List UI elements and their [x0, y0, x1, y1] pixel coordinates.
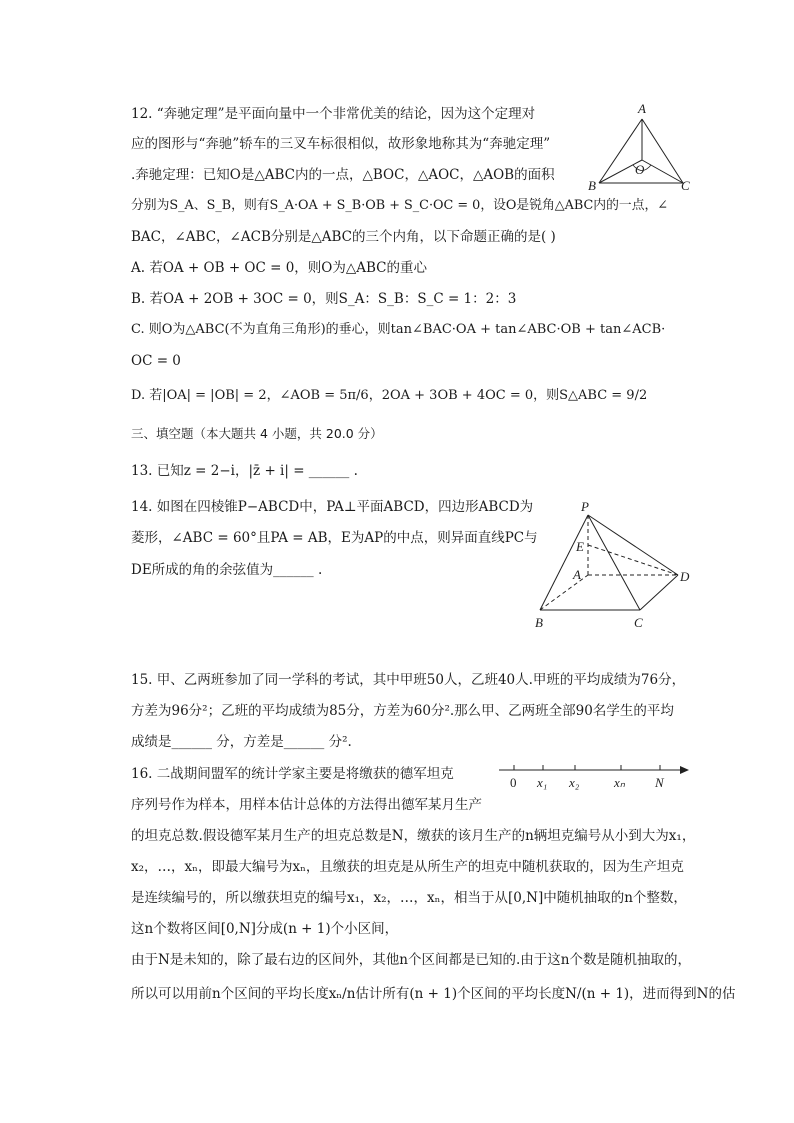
q15-line3: 成绩是______ 分，方差是______ 分².: [131, 734, 352, 750]
q12-line2: 应的图形与“奔驰”轿车的三叉车标很相似，故形象地称其为“奔驰定理”: [131, 136, 551, 152]
q16-label-x2: x₂: [569, 775, 580, 790]
q16-line6: 这n个数将区间[0,N]分成(n + 1)个小区间，: [131, 921, 399, 937]
section-3-heading: 三、填空题（本大题共 4 小题，共 20.0 分）: [131, 426, 383, 441]
q16-line5: 是连续编号的，所以缴获坦克的编号x₁，x₂，…，xₙ，相当于从[0,N]中随机抽取的n个整数，: [131, 890, 687, 906]
q12-line1: 12. “奔驰定理”是平面向量中一个非常优美的结论，因为这个定理对: [131, 106, 536, 122]
q12-label-o: O: [635, 162, 645, 177]
q14-pyramid-figure: [530, 495, 700, 635]
q14-label-p: P: [581, 499, 589, 514]
q14-label-d: D: [680, 569, 690, 584]
q12-label-a: A: [638, 101, 646, 116]
q16-line3: 的坦克总数.假设德军某月生产的坦克总数是N，缴获的该月生产的n辆坦克编号从小到大为x₁，: [131, 828, 696, 844]
q15-line2: 方差为96分²；乙班的平均成绩为85分，方差为60分².那么甲、乙两班全部90名学生的平均: [131, 703, 674, 719]
q16-label-zero: 0: [510, 775, 517, 790]
q15-line1: 15. 甲、乙两班参加了同一学科的考试，其中甲班50人，乙班40人.甲班的平均成绩为76分，: [131, 672, 686, 688]
q12-label-c: C: [681, 178, 690, 193]
q12-option-a: A. 若OA + OB + OC = 0，则O为△ABC的重心: [131, 260, 428, 276]
q12-option-b: B. 若OA + 2OB + 3OC = 0，则S_A：S_B：S_C = 1：2：3: [131, 291, 517, 307]
q16-line1: 16. 二战期间盟军的统计学家主要是将缴获的德军坦克: [131, 766, 454, 782]
q14-line1: 14. 如图在四棱锥P−ABCD中，PA⊥平面ABCD，四边形ABCD为: [131, 499, 534, 515]
q13-text: 13. 已知z = 2−i，|z̄ + i| = ______ .: [131, 463, 358, 479]
q14-label-c: C: [634, 615, 643, 630]
q12-option-c-line1: C. 则O为△ABC(不为直角三角形)的垂心，则tan∠BAC·OA + tan∠ABC·OB + tan∠ACB·: [131, 322, 666, 337]
q12-line5: BAC，∠ABC，∠ACB分别是△ABC的三个内角，以下命题正确的是( ): [131, 229, 556, 245]
q16-label-x1: x₁: [537, 775, 548, 790]
q12-triangle-figure: [585, 98, 695, 198]
q16-line8: 所以可以用前n个区间的平均长度xₙ/n估计所有(n + 1)个区间的平均长度N/(n + 1)，进而得到N的估: [131, 986, 736, 1002]
q14-label-a: A: [573, 567, 581, 582]
q16-number-line: [495, 758, 695, 794]
q14-line2: 菱形，∠ABC = 60°且PA = AB，E为AP的中点，则异面直线PC与: [131, 530, 538, 546]
q16-label-xn: xₙ: [614, 775, 625, 790]
q14-line3: DE所成的角的余弦值为______ .: [131, 562, 323, 578]
q12-label-b: B: [588, 178, 596, 193]
q16-label-n: N: [655, 775, 664, 790]
q14-label-b: B: [535, 615, 543, 630]
q16-line4: x₂，…，xₙ，即最大编号为xₙ，且缴获的坦克是从所生产的坦克中随机获取的，因为生产坦克: [131, 859, 684, 875]
q16-line7: 由于N是未知的，除了最右边的区间外，其他n个区间都是已知的.由于这n个数是随机抽取的，: [131, 952, 691, 968]
q16-line2: 序列号作为样本，用样本估计总体的方法得出德军某月生产: [131, 797, 482, 813]
q12-line4: 分别为S_A、S_B，则有S_A·OA + S_B·OB + S_C·OC = 0，设O是锐角△ABC内的一点，∠: [131, 198, 669, 213]
q12-option-c-line2: OC = 0: [131, 353, 181, 369]
q12-line3: .奔驰定理：已知O是△ABC内的一点，△BOC，△AOC，△AOB的面积: [131, 167, 555, 183]
q12-option-d: D. 若|OA| = |OB| = 2，∠AOB = 5π/6，2OA + 3OB + 4OC = 0，则S△ABC = 9/2: [131, 388, 648, 403]
q14-label-e: E: [576, 539, 584, 554]
